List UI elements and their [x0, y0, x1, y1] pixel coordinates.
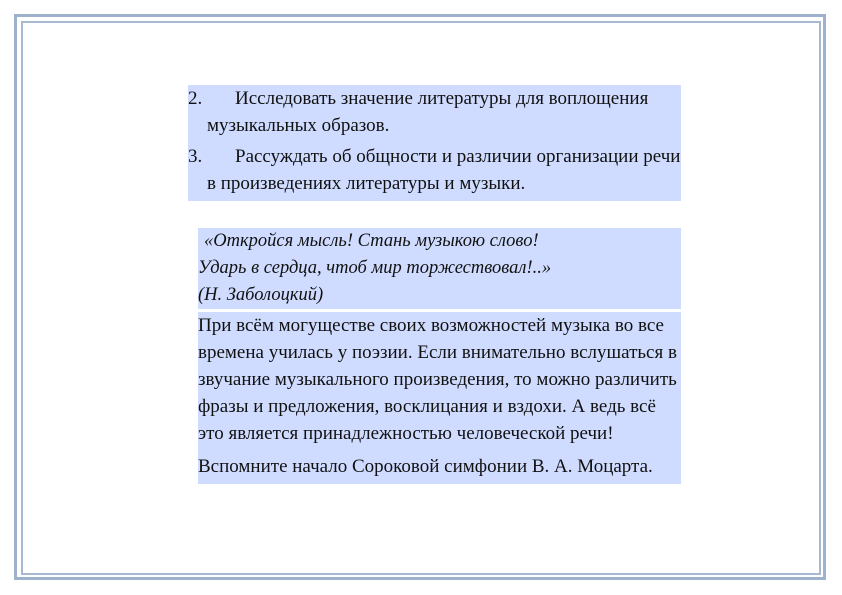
list-item: [188, 85, 681, 143]
list-item-text: Рассуждать об общности и различии организации речи в произведениях литературы и музыки.: [207, 146, 681, 194]
list-item-number: 2.: [188, 88, 203, 109]
quote-line-1: «Откройся мысль! Стань музыкою слово!: [204, 231, 539, 251]
paragraph: При всём могуществе своих возможностей музыка во все времена училась у поэзии. Если внимательно вслушаться в звучание музыкального произведения, то можно различить фразы и предложения, восклицания и вздохи. А ведь всё это является принадлежностью человеческой речи!: [198, 315, 677, 444]
main-text: [198, 312, 681, 484]
paragraph: Вспомните начало Сороковой симфонии В. А. Моцарта.: [198, 456, 653, 477]
list-item: [188, 143, 681, 201]
quote-author: (Н. Заболоцкий): [198, 285, 324, 305]
epigraph-quote: [198, 228, 681, 309]
goals-list: [188, 85, 681, 201]
quote-line-2: Ударь в сердца, чтоб мир торжествовал!..»: [198, 258, 552, 278]
list-item-number: 3.: [188, 146, 203, 167]
list-item-text: Исследовать значение литературы для воплощения музыкальных образов.: [207, 88, 649, 136]
